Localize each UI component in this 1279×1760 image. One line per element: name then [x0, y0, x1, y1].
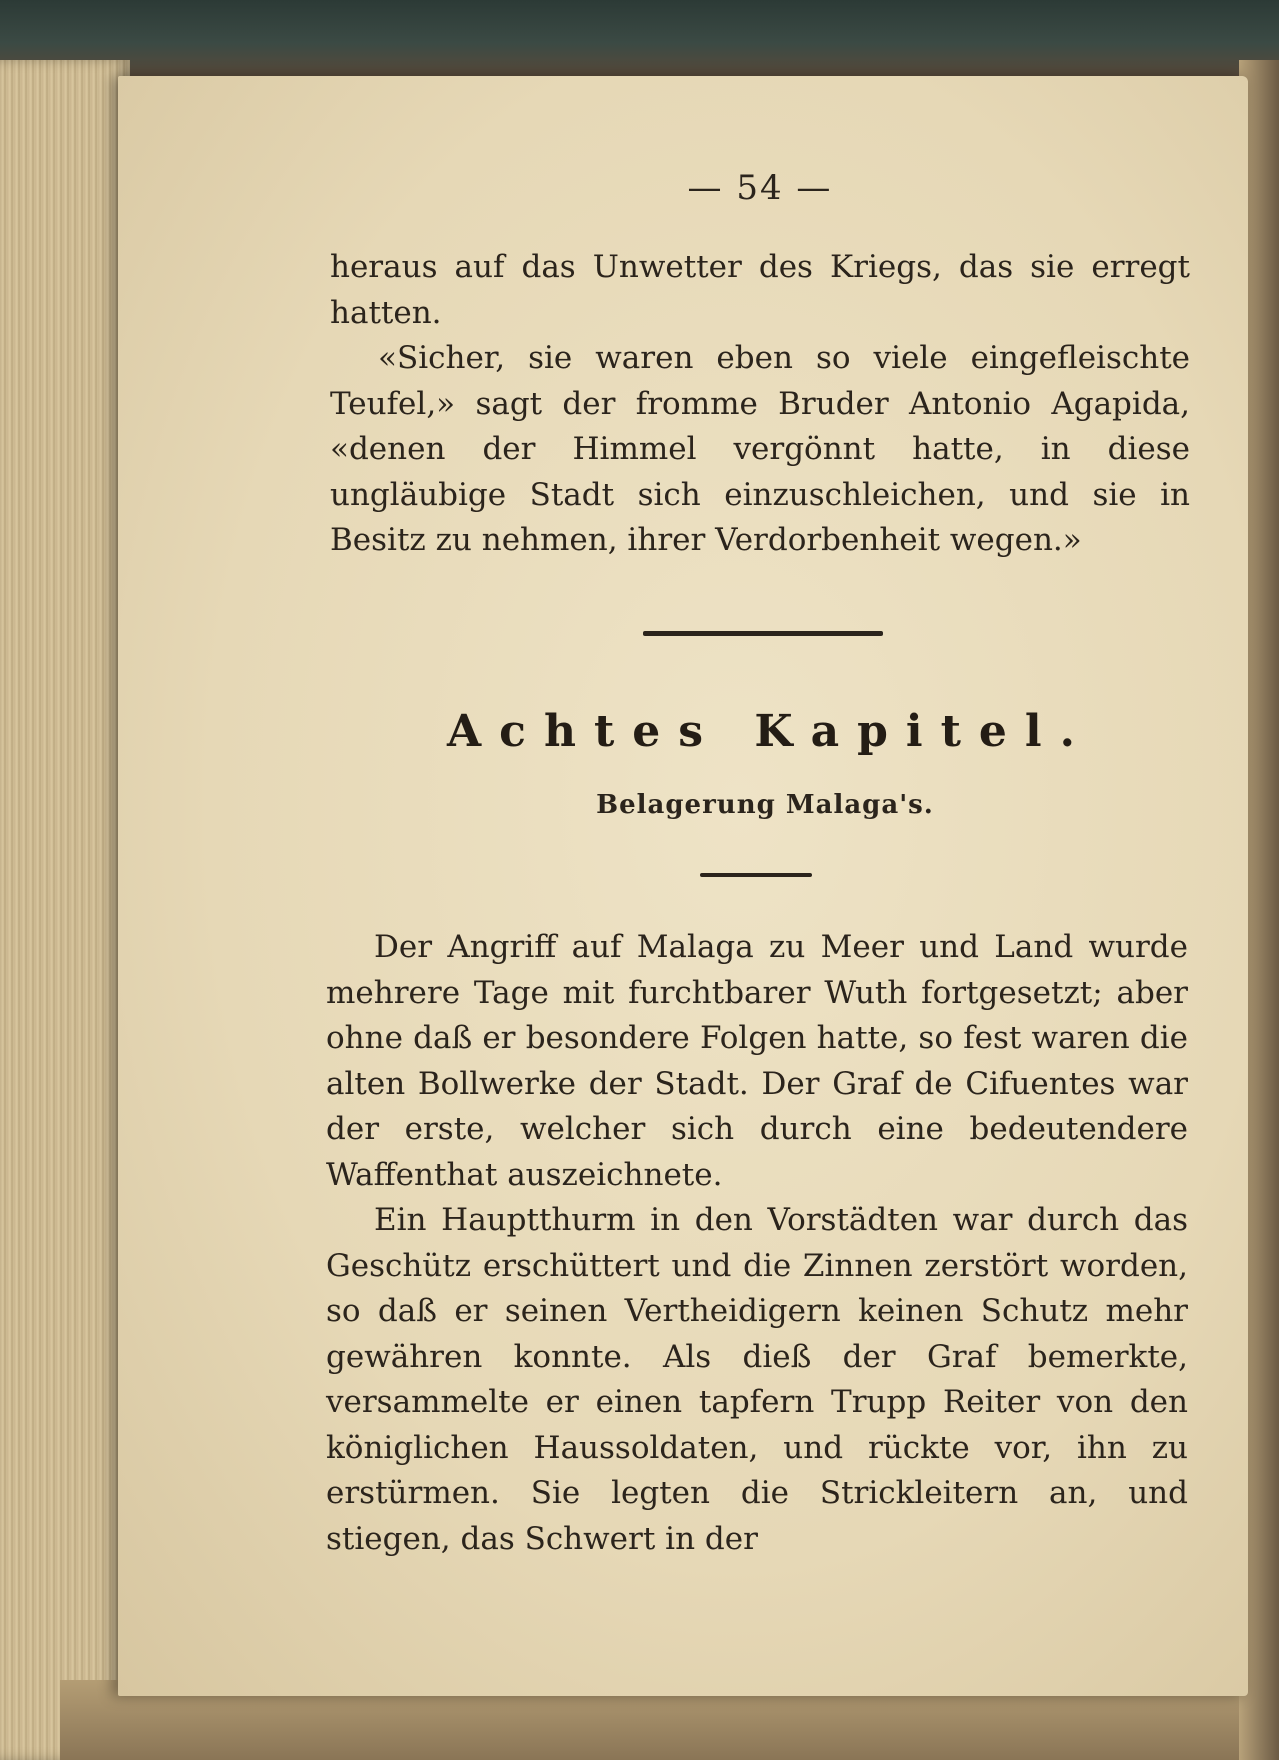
paragraph: Ein Hauptthurm in den Vorstädten war durch das Geschütz erschüttert und die Zinnen zerstört worden, so daß er seinen Vertheidigern keinen Schutz mehr gewähren konnte. Als dieß der Graf bemerkte, versammelte er einen tapfern Trupp Reiter von den königlichen Haussoldaten, und rückte vor, ihn zu erstürmen. Sie legten die Strickleitern an, und stiegen, das Schwert in der — [326, 1202, 1188, 1557]
text-block-bottom — [326, 925, 1188, 1562]
paragraph: «Sicher, sie waren eben so viele eingefleischte Teufel,» sagt der fromme Bruder Antonio Agapida, «denen der Himmel vergönnt hatte, in diese ungläubige Stadt sich einzuschleichen, und sie in Besitz zu nehmen, ihrer Verdorbenheit wegen.» — [330, 340, 1190, 558]
chapter-title: Achtes Kapitel. — [447, 706, 1093, 757]
paragraph: heraus auf das Unwetter des Kriegs, das sie erregt hatten. — [330, 249, 1190, 331]
paragraph: Der Angriff auf Malaga zu Meer und Land wurde mehrere Tage mit furchtbarer Wuth fortgesetzt; aber ohne daß er besondere Folgen hatte, so fest waren die alten Bollwerke der Stadt. Der Graf de Cifuentes war der erste, welcher sich durch eine bedeutendere Waffenthat auszeichnete. — [326, 929, 1188, 1193]
page-edges — [0, 60, 130, 1760]
chapter-subtitle: Belagerung Malaga's. — [596, 790, 934, 820]
book-binding — [0, 0, 1279, 78]
section-divider — [643, 631, 883, 636]
page-number: — 54 — — [687, 168, 833, 208]
subtitle-divider — [700, 873, 812, 877]
text-block-top — [330, 245, 1190, 564]
